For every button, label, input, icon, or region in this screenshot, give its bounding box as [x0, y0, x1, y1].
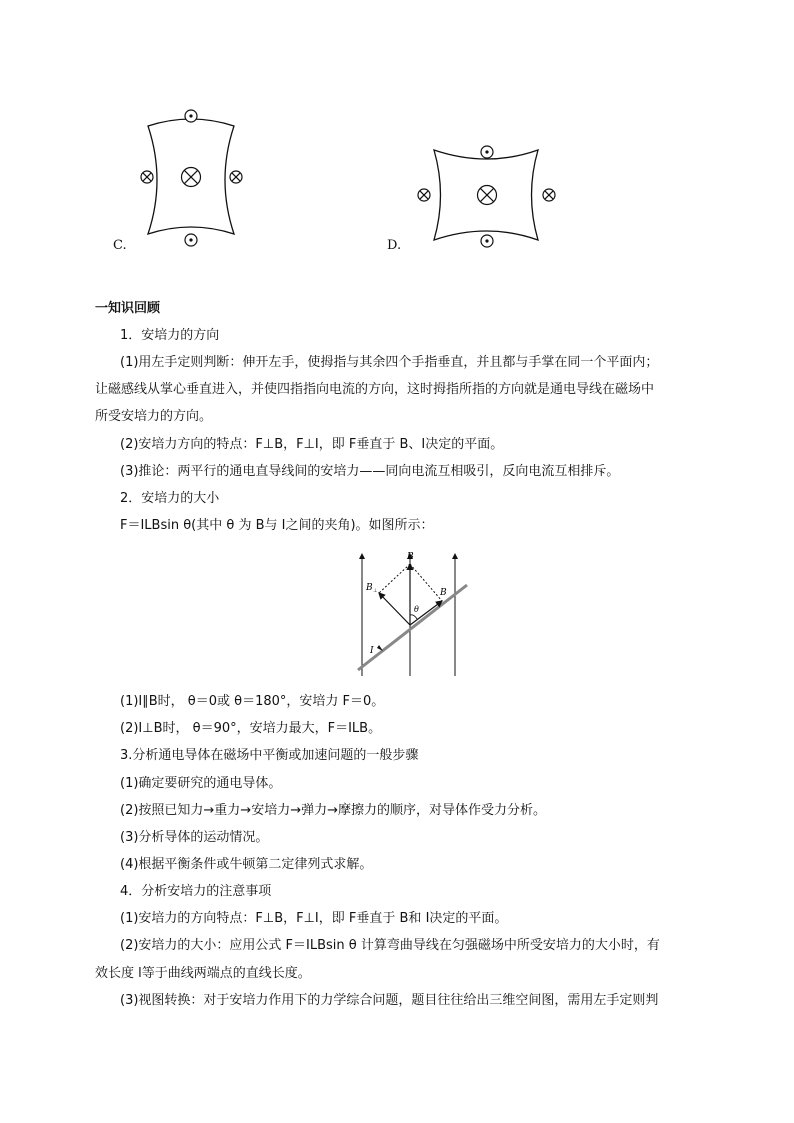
text-line-4: 所受安培力的方向。	[95, 409, 213, 424]
text-line-2: (1)用左手定则判断：伸开左手，使拇指与其余四个手指垂直，并且都与手掌在同一个平面内；	[120, 355, 659, 370]
text-line-8: F＝ILBsin θ(其中 θ 为 B与 I之间的夹角)。如图所示：	[120, 518, 434, 533]
option-c-label: C.	[113, 238, 127, 253]
label-b: B	[407, 552, 414, 562]
option-c-figure	[130, 100, 260, 250]
text-line-10: (2)I⊥B时， θ＝90°，安培力最大，F＝ILB。	[120, 721, 382, 736]
text-line-12: (1)确定要研究的通电导体。	[120, 776, 282, 791]
label-b-parallel: B	[440, 588, 447, 598]
projection-line-2	[410, 564, 442, 601]
option-d-label: D.	[387, 238, 402, 253]
cross-symbol-right	[230, 171, 242, 183]
option-d-figure	[410, 138, 560, 253]
force-diagram	[350, 545, 475, 680]
theta-arc	[410, 615, 417, 619]
projection-line-1	[379, 564, 410, 593]
cross-symbol-left	[418, 189, 430, 201]
text-line-13: (2)按照已知力→重力→安培力→弹力→摩擦力的顺序，对导体作受力分析。	[120, 803, 546, 818]
text-line-7: 2．安培力的大小	[120, 491, 220, 506]
cross-symbol-center	[478, 186, 497, 205]
dot-symbol-bottom	[185, 234, 197, 246]
text-line-20: (3)视图转换：对于安培力作用下的力学综合问题，题目往往给出三维空间图，需用左手定则判	[120, 993, 659, 1008]
dot-symbol-bottom	[481, 235, 493, 247]
label-theta: θ	[414, 605, 419, 614]
cross-symbol-right	[543, 189, 555, 201]
current-wire	[358, 585, 467, 670]
text-line-19: 效长度 l等于曲线两端点的直线长度。	[95, 966, 311, 981]
cross-symbol-center	[182, 168, 201, 187]
text-line-5: (2)安培力方向的特点：F⊥B，F⊥I，即 F垂直于 B、I决定的平面。	[120, 437, 504, 452]
text-line-11: 3.分析通电导体在磁场中平衡或加速问题的一般步骤	[120, 748, 419, 763]
text-line-14: (3)分析导体的运动情况。	[120, 830, 269, 845]
dot-symbol-top	[481, 146, 493, 158]
label-b-perp-sub: ⊥	[373, 588, 378, 594]
text-line-15: (4)根据平衡条件或牛顿第二定律列式求解。	[120, 857, 373, 872]
vector-b-perp	[379, 593, 410, 625]
cross-symbol-left	[141, 171, 153, 183]
text-line-6: (3)推论：两平行的通电直导线间的安培力——同向电流互相吸引，反向电流互相排斥。	[120, 464, 620, 479]
section-title: 一知识回顾	[95, 301, 161, 316]
current-arrow	[377, 645, 383, 651]
text-line-17: (1)安培力的方向特点：F⊥B，F⊥I，即 F垂直于 B和 I决定的平面。	[120, 911, 508, 926]
text-line-3: 让磁感线从掌心垂直进入，并使四指指向电流的方向，这时拇指所指的方向就是通电导线在磁场中	[95, 382, 655, 397]
text-line-16: 4．分析安培力的注意事项	[120, 884, 272, 899]
label-b-perp: B	[366, 583, 373, 593]
text-line-18: (2)安培力的大小：应用公式 F＝ILBsin θ 计算弯曲导线在匀强磁场中所受安培力的大小时，有	[120, 938, 660, 953]
dot-symbol-top	[185, 110, 197, 122]
label-i: I	[370, 646, 374, 656]
text-line-1: 1．安培力的方向	[120, 328, 220, 343]
text-line-9: (1)I∥B时， θ＝0或 θ＝180°，安培力 F＝0。	[120, 694, 385, 709]
